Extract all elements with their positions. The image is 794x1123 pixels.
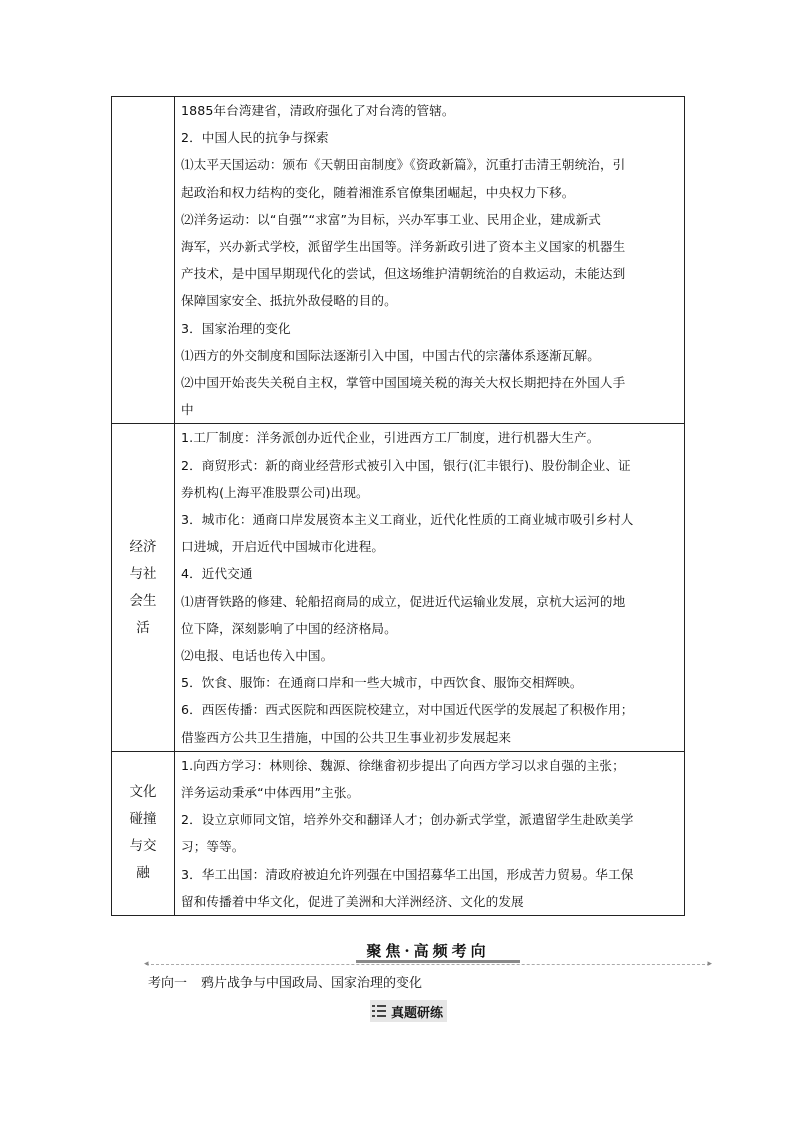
table-row bbox=[112, 751, 685, 915]
text-line: 留和传播着中华文化，促进了美洲和大洋洲经济、文化的发展 bbox=[181, 893, 524, 909]
text-line: ⑵电报、电话也传入中国。 bbox=[181, 648, 334, 664]
text-line: ⑴唐胥铁路的修建、轮船招商局的成立，促进近代运输业发展，京杭大运河的地 bbox=[181, 593, 626, 609]
text-line: 券机构(上海平准股票公司)出现。 bbox=[181, 484, 369, 500]
category-cell bbox=[112, 97, 175, 424]
text-line: 2．中国人民的抗争与探索 bbox=[181, 130, 329, 146]
content-cell bbox=[175, 97, 685, 424]
text-line: 起政治和权力结构的变化，随着湘淮系官僚集团崛起，中央权力下移。 bbox=[181, 184, 575, 200]
content-cell bbox=[175, 424, 685, 751]
subheading-text: 鸦片战争与中国政局、国家治理的变化 bbox=[201, 976, 423, 991]
text-line: ⑴西方的外交制度和国际法逐渐引入中国，中国古代的宗藩体系逐渐瓦解。 bbox=[181, 347, 600, 363]
category-cell bbox=[112, 424, 175, 751]
text-line: 4．近代交通 bbox=[181, 566, 253, 582]
category-label: 文化碰撞与交融 bbox=[129, 784, 157, 882]
text-line: 5．饮食、服饰：在通商口岸和一些大城市，中西饮食、服饰交相辉映。 bbox=[181, 675, 583, 691]
text-line: 6．西医传播：西式医院和西医院校建立，对中国近代医学的发展起了积极作用； bbox=[181, 702, 634, 718]
text-line: 海军，兴办新式学校，派留学生出国等。洋务新政引进了资本主义国家的机器生 bbox=[181, 239, 626, 255]
arrow-left-icon: ◂ bbox=[144, 959, 149, 969]
text-line: 3．城市化：通商口岸发展资本主义工商业，近代化性质的工商业城市吸引乡村人 bbox=[181, 512, 634, 528]
text-line: 借鉴西方公共卫生措施，中国的公共卫生事业初步发展起来 bbox=[181, 729, 512, 745]
text-line: 3．国家治理的变化 bbox=[181, 320, 291, 336]
section-heading: 聚焦·高频考向 bbox=[366, 942, 490, 960]
text-line: 保障国家安全、抵抗外敌侵略的目的。 bbox=[181, 293, 397, 309]
text-line: 2．商贸形式：新的商业经营形式被引入中国，银行(汇丰银行)、股份制企业、证 bbox=[181, 457, 631, 473]
text-line: 2．设立京师同文馆，培养外交和翻译人才；创办新式学堂，派遣留学生赴欧美学 bbox=[181, 812, 634, 828]
table-row bbox=[112, 97, 685, 424]
list-icon bbox=[372, 1004, 386, 1018]
text-line: 3．华工出国：清政府被迫允许列强在中国招募华工出国，形成苦力贸易。华工保 bbox=[181, 866, 634, 882]
text-line: 口进城，开启近代中国城市化进程。 bbox=[181, 539, 385, 555]
text-line: 位下降，深刻影响了中国的经济格局。 bbox=[181, 620, 397, 636]
summary-table bbox=[111, 96, 685, 916]
heading-dashed-rule bbox=[146, 964, 710, 965]
text-line: 中 bbox=[181, 402, 194, 418]
text-line: 1885年台湾建省，清政府强化了对台湾的管辖。 bbox=[181, 103, 455, 118]
text-line: 习；等等。 bbox=[181, 839, 245, 855]
category-cell bbox=[112, 751, 175, 915]
text-line: 洋务运动秉承“中体西用”主张。 bbox=[181, 785, 360, 801]
section-heading-block bbox=[146, 940, 710, 972]
arrow-right-icon: ▸ bbox=[707, 959, 712, 969]
subheading-label: 考向一 bbox=[148, 976, 188, 991]
text-line: ⑵洋务运动：以“自强”“求富”为目标，兴办军事工业、民用企业，建成新式 bbox=[181, 211, 602, 227]
text-line: 1.向西方学习：林则徐、魏源、徐继畬初步提出了向西方学习以求自强的主张； bbox=[181, 757, 625, 773]
text-line: 产技术，是中国早期现代化的尝试，但这场维护清朝统治的自救运动，未能达到 bbox=[181, 266, 626, 282]
text-line: 1.工厂制度：洋务派创办近代企业，引进西方工厂制度，进行机器大生产。 bbox=[181, 430, 600, 446]
text-line: ⑵中国开始丧失关税自主权，掌管中国国境关税的海关大权长期把持在外国人手 bbox=[181, 375, 626, 391]
subheading bbox=[148, 974, 422, 994]
badge-label: 真题研练 bbox=[391, 1005, 444, 1021]
section-badge bbox=[370, 1000, 447, 1022]
heading-underline-bar bbox=[356, 960, 520, 963]
text-line: ⑴太平天国运动：颁布《天朝田亩制度》《资政新篇》，沉重打击清王朝统治，引 bbox=[181, 157, 626, 173]
category-label: 经济与社会生活 bbox=[129, 538, 157, 636]
table-row bbox=[112, 424, 685, 751]
content-cell bbox=[175, 751, 685, 915]
